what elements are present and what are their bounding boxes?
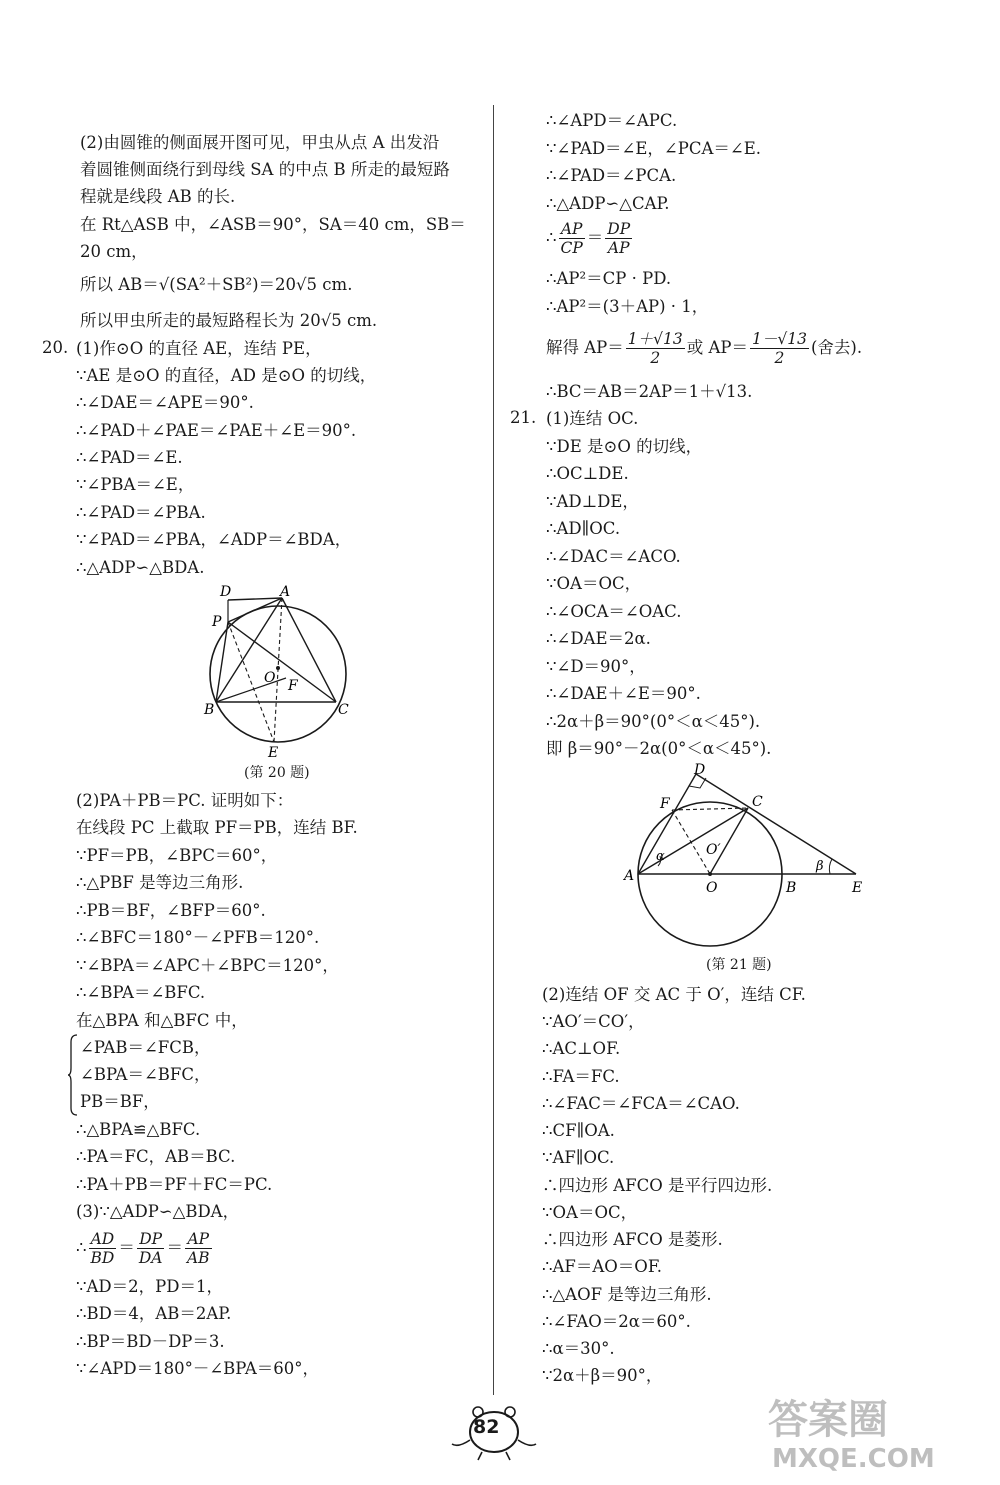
text-line: ∴AP²＝CP · PD. xyxy=(546,269,672,288)
label-c: C xyxy=(752,794,763,810)
fraction-equation: ∴ $\frac{AD}{BD}$ ＝ $\frac{DP}{DA}$ ＝ $\frac{AP}{AB}$ xyxy=(76,1230,210,1267)
text-line: (3)∵△ADP∽△BDA， xyxy=(76,1202,240,1221)
label-e: E xyxy=(852,880,863,896)
text-line: ∴PA＝FC，AB＝BC. xyxy=(76,1147,236,1166)
text-line: ∵AF∥OC. xyxy=(542,1148,615,1167)
text-line: ∴△AOF 是等边三角形. xyxy=(542,1285,712,1304)
text-line: ∴∠PAD＝∠E. xyxy=(76,448,183,467)
watermark-logo xyxy=(758,1385,978,1475)
label-a: A xyxy=(624,868,635,884)
label-c: C xyxy=(338,702,349,718)
denominator: CP xyxy=(560,239,583,257)
text-line: ∴CF∥OA. xyxy=(542,1121,615,1140)
fraction xyxy=(185,1230,212,1267)
text-line: ∴∠BPA＝∠BFC. xyxy=(76,983,206,1002)
text-line: ∴BP＝BD－DP＝3. xyxy=(76,1332,225,1351)
label-alpha: α xyxy=(656,849,665,864)
fraction-equation: ∴ $\frac{AP}{CP}$ ＝ $\frac{DP}{AP}$ xyxy=(546,220,631,257)
numerator: 1－√13 xyxy=(752,330,807,348)
brace-symbol xyxy=(68,1034,78,1116)
label-b: B xyxy=(204,702,215,718)
text-line: (2)连结 OF 交 AC 于 O′，连结 CF. xyxy=(542,985,806,1004)
text-line: ∵∠PAD＝∠PBA，∠ADP＝∠BDA， xyxy=(76,530,352,549)
text-line: ∴∠FAC＝∠FCA＝∠CAO. xyxy=(542,1094,740,1113)
text-line: ∴∠PAD＋∠PAE＝∠PAE＋∠E＝90°. xyxy=(76,421,357,440)
figure-caption: (第 21 题) xyxy=(706,957,772,973)
text-line: ∴AP²＝(3＋AP) · 1， xyxy=(546,297,709,316)
text-line: ∴∠BFC＝180°－∠PFB＝120°. xyxy=(76,928,320,947)
fraction xyxy=(89,1230,117,1267)
text-line: ∵2α＋β＝90°， xyxy=(542,1366,663,1385)
numerator: DP xyxy=(607,220,631,238)
text-line: PB＝BF， xyxy=(80,1092,160,1111)
fraction xyxy=(626,330,685,367)
fraction-equation xyxy=(546,328,862,368)
text-line: ∴AF＝AO＝OF. xyxy=(542,1257,662,1276)
text-line: (1)作⊙O 的直径 AE，连结 PE， xyxy=(76,339,322,358)
numerator: AP xyxy=(185,1230,212,1249)
text-line: ∵DE 是⊙O 的切线， xyxy=(546,437,703,456)
label-o: O xyxy=(706,880,718,896)
text-line: ∵AE 是⊙O 的直径，AD 是⊙O 的切线， xyxy=(76,366,377,385)
numerator: AD xyxy=(89,1230,117,1249)
text-line: ∴α＝30°. xyxy=(542,1339,615,1358)
text-line: ∵∠PAD＝∠E，∠PCA＝∠E. xyxy=(546,139,762,158)
text-line: ∴AD∥OC. xyxy=(546,519,621,538)
fraction xyxy=(750,330,809,367)
watermark-url: MXQE.COM xyxy=(772,1444,935,1474)
text-line: ∵OA＝OC， xyxy=(542,1203,638,1222)
text-line: 所以 AB＝√(SA²＋SB²)＝20√5 cm. xyxy=(80,275,353,294)
denominator: AP xyxy=(607,239,630,257)
text-line: 在 Rt△ASB 中，∠ASB＝90°，SA＝40 cm，SB＝ xyxy=(80,215,466,234)
watermark-text: 答案圈 xyxy=(768,1397,888,1443)
text-line: ∵∠BPA＝∠APC＋∠BPC＝120°， xyxy=(76,956,339,975)
denominator: 2 xyxy=(650,349,661,367)
text-line: ∴∠DAE＋∠E＝90°. xyxy=(546,684,701,703)
label-f: F xyxy=(288,678,298,694)
fraction xyxy=(559,220,585,257)
text-line: ∵AD⊥DE， xyxy=(546,492,639,511)
figure-21-diagram xyxy=(620,762,870,952)
text-line: ∴∠PAD＝∠PBA. xyxy=(76,503,206,522)
text-line: ∠PAB＝∠FCB， xyxy=(80,1038,211,1057)
text-line: ∴OC⊥DE. xyxy=(546,464,629,483)
label-b: B xyxy=(786,880,797,896)
text-line: ∵∠APD＝180°－∠BPA＝60°， xyxy=(76,1359,320,1378)
text-line: (1)连结 OC. xyxy=(546,409,639,428)
text-line: ∴四边形 AFCO 是平行四边形. xyxy=(542,1176,773,1195)
numerator: 1＋√13 xyxy=(627,330,683,348)
denominator: BD xyxy=(90,1249,115,1267)
fraction xyxy=(137,1230,165,1267)
text-line: 所以甲虫所走的最短路程长为 20√5 cm. xyxy=(80,311,378,330)
label-d: D xyxy=(220,584,232,600)
text-line: 在△BPA 和△BFC 中， xyxy=(76,1011,248,1030)
text-line: ∴PB＝BF，∠BFP＝60°. xyxy=(76,901,266,920)
figure-caption: (第 20 题) xyxy=(244,765,310,781)
numerator: AP xyxy=(559,220,585,239)
page-number: 82 xyxy=(473,1416,500,1438)
column-divider xyxy=(493,105,494,1395)
denominator: AB xyxy=(186,1249,210,1267)
text-line: (2)PA＋PB＝PC. 证明如下： xyxy=(76,791,294,810)
text-line: ∵AO′＝CO′， xyxy=(542,1012,645,1031)
text-line: ∴∠DAC＝∠ACO. xyxy=(546,547,681,566)
text-line: 即 β＝90°－2α(0°＜α＜45°). xyxy=(546,739,772,758)
text-line: ∵PF＝PB，∠BPC＝60°， xyxy=(76,846,278,865)
text-line: ∴∠DAE＝∠APE＝90°. xyxy=(76,393,254,412)
text-line: ∴∠DAE＝2α. xyxy=(546,629,651,648)
text-line: 在线段 PC 上截取 PF＝PB，连结 BF. xyxy=(76,818,358,837)
text-line: ∴△PBF 是等边三角形. xyxy=(76,873,244,892)
text-line: ∴2α＋β＝90°(0°＜α＜45°). xyxy=(546,712,761,731)
text-line: ∴∠FAO＝2α＝60°. xyxy=(542,1312,691,1331)
label-f: F xyxy=(660,796,670,812)
text-line: ∴∠PAD＝∠PCA. xyxy=(546,166,677,185)
text-line: (2)由圆锥的侧面展开图可见，甲虫从点 A 出发沿 xyxy=(80,133,440,152)
text-line: ∴BD＝4，AB＝2AP. xyxy=(76,1304,232,1323)
text-line: ∴△ADP∽△BDA. xyxy=(76,558,205,577)
fraction xyxy=(605,220,632,257)
denominator: DA xyxy=(138,1249,163,1267)
text-line: ∠BPA＝∠BFC， xyxy=(80,1065,211,1084)
math-prefix: 解得 AP＝ xyxy=(546,338,624,357)
text-line: ∴△BPA≌△BFC. xyxy=(76,1120,201,1139)
denominator: 2 xyxy=(774,349,785,367)
label-e: E xyxy=(268,745,279,760)
text-line: 20 cm， xyxy=(80,242,148,261)
math-text: 或 AP＝ xyxy=(686,338,748,357)
text-line: ∵∠D＝90°， xyxy=(546,657,646,676)
figure-20-diagram xyxy=(198,582,358,760)
label-beta: β xyxy=(816,859,824,874)
label-o: O xyxy=(264,670,276,686)
text-line: ∴FA＝FC. xyxy=(542,1067,620,1086)
question-number: 21. xyxy=(510,408,537,427)
text-line: 着圆锥侧面绕行到母线 SA 的中点 B 所走的最短路 xyxy=(80,160,450,179)
math-text: (舍去). xyxy=(810,338,863,357)
text-line: ∵OA＝OC， xyxy=(546,574,642,593)
text-line: ∴∠APD＝∠APC. xyxy=(546,111,678,130)
question-number: 20. xyxy=(42,338,69,357)
label-d: D xyxy=(694,762,706,778)
text-line: ∵AD＝2，PD＝1， xyxy=(76,1277,223,1296)
text-line: ∴AC⊥OF. xyxy=(542,1039,621,1058)
label-a: A xyxy=(280,584,291,600)
text-line: 程就是线段 AB 的长. xyxy=(80,187,236,206)
numerator: DP xyxy=(137,1230,165,1249)
label-p: P xyxy=(212,614,222,630)
text-line: ∴△ADP∽△CAP. xyxy=(546,194,670,213)
math-prefix: ∴ xyxy=(76,1238,87,1257)
text-line: ∴PA＋PB＝PF＋FC＝PC. xyxy=(76,1175,273,1194)
text-line: ∴∠OCA＝∠OAC. xyxy=(546,602,682,621)
label-o-prime: O′ xyxy=(706,842,721,858)
math-prefix: ∴ xyxy=(546,228,557,247)
text-line: ∴四边形 AFCO 是菱形. xyxy=(542,1230,723,1249)
text-line: ∵∠PBA＝∠E， xyxy=(76,475,195,494)
text-line: ∴BC＝AB＝2AP＝1＋√13. xyxy=(546,382,753,401)
